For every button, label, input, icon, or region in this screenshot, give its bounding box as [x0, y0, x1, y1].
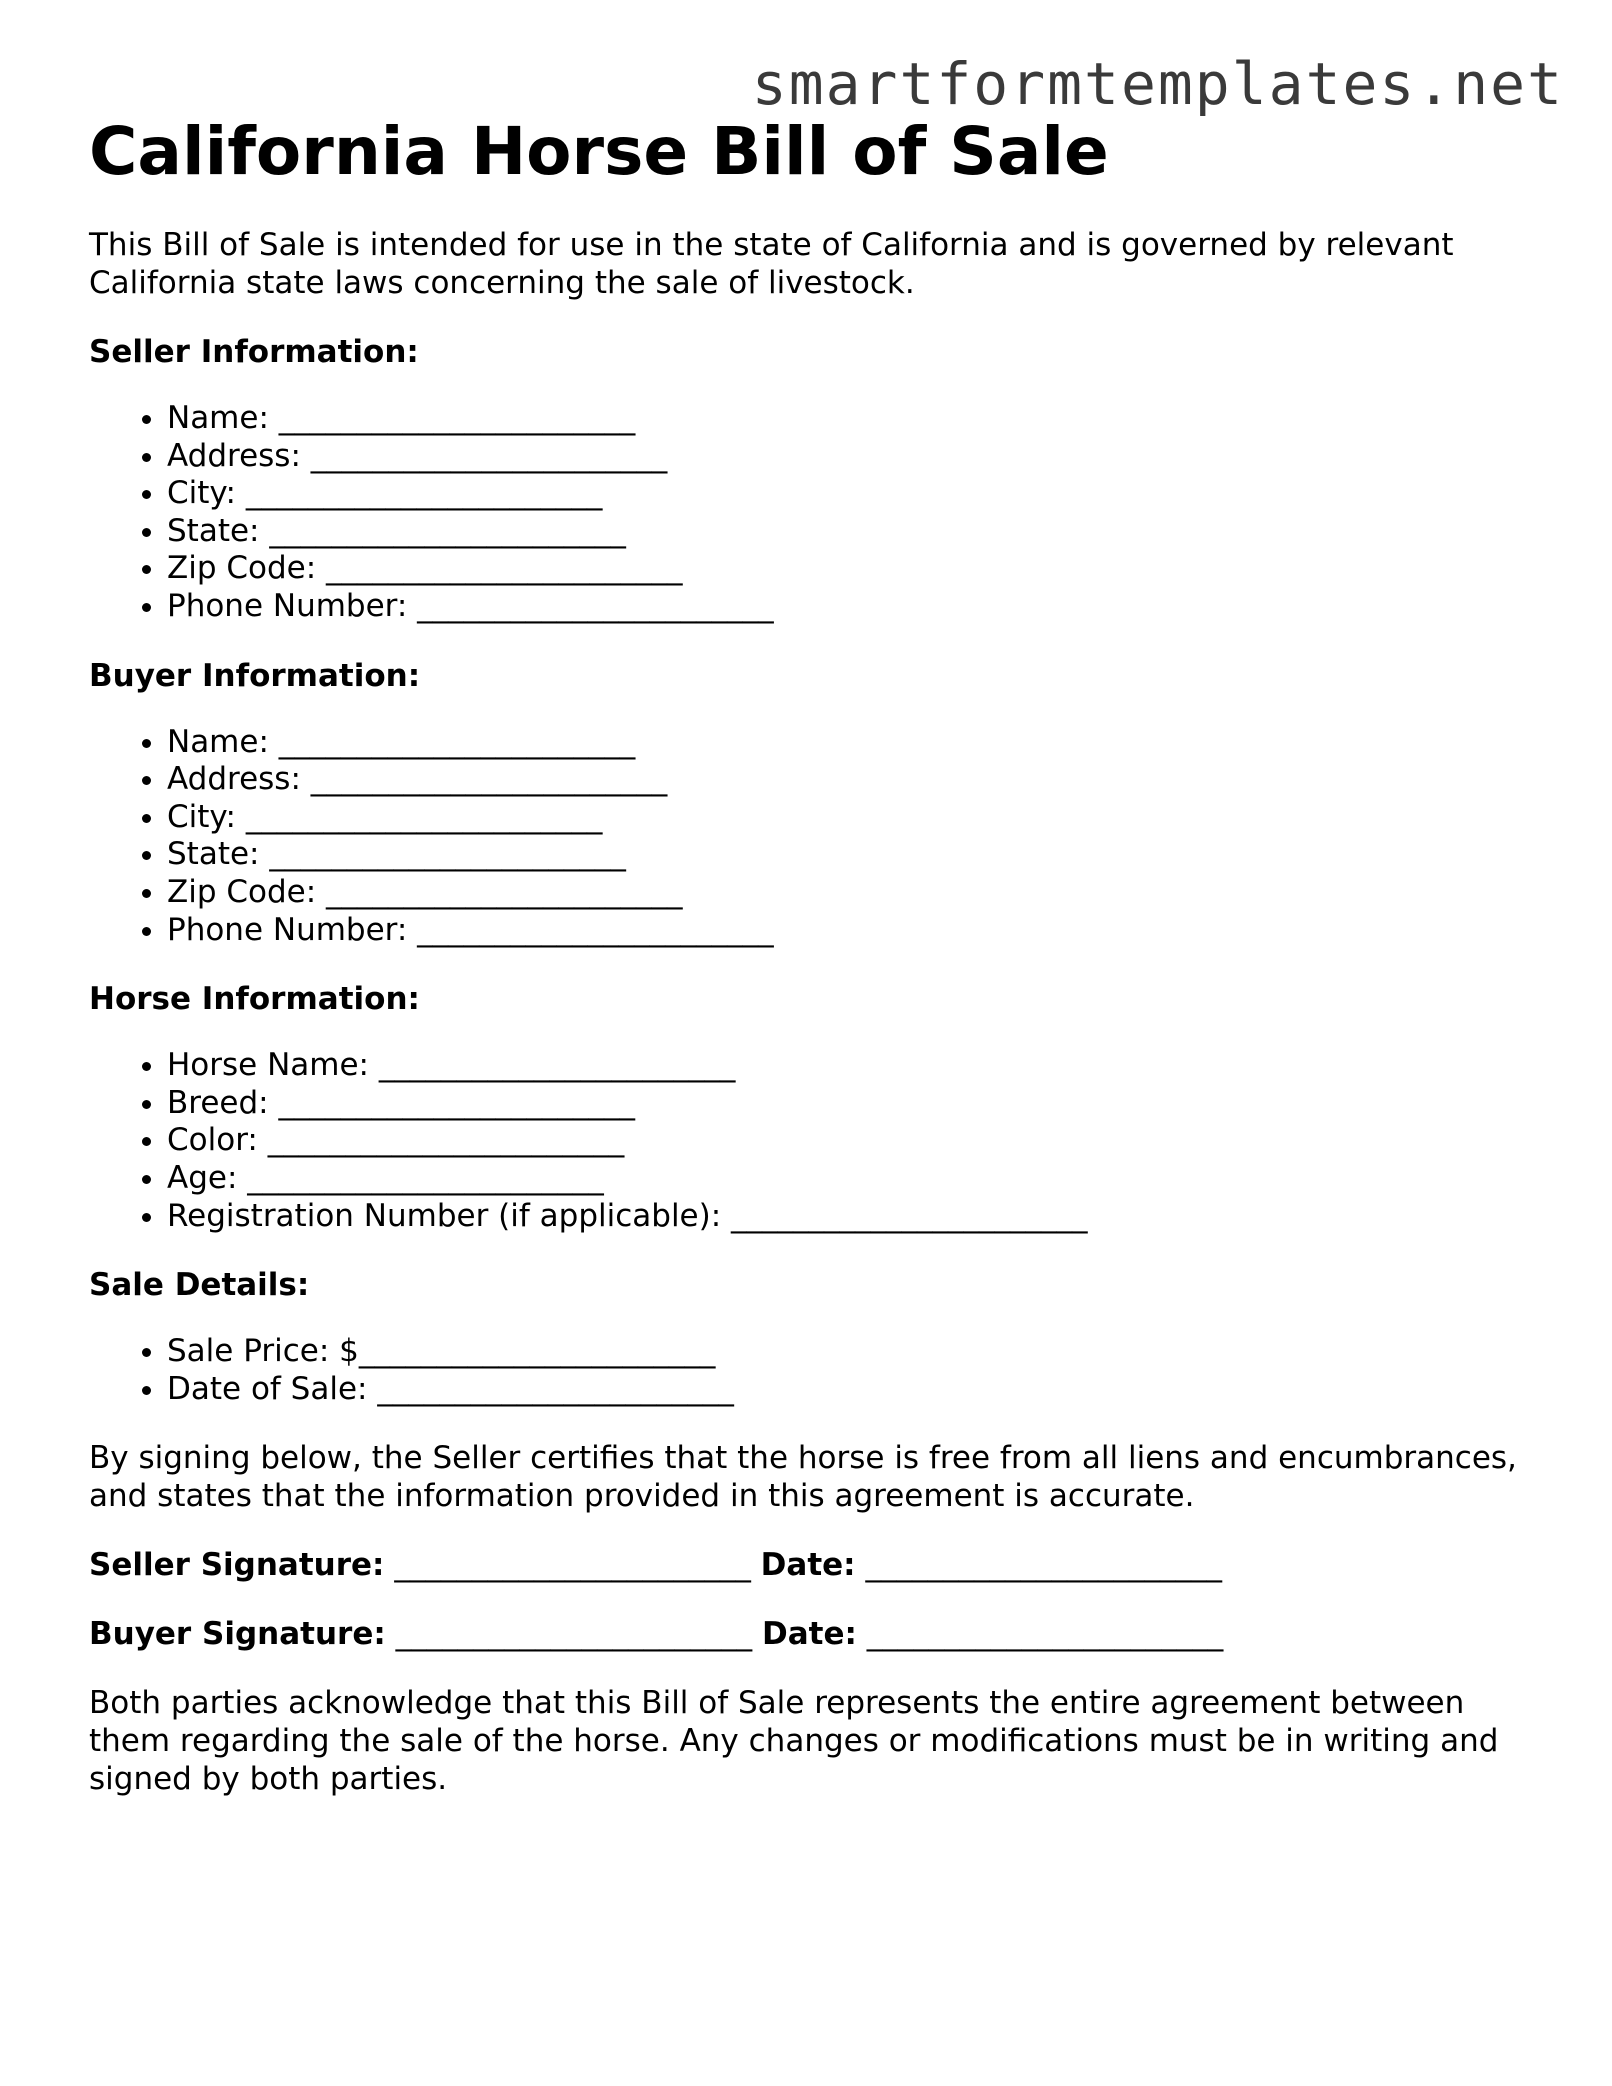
document-page — [89, 112, 1529, 1798]
fill-blank[interactable]: _______________________ — [326, 873, 683, 910]
seller-date-blank[interactable]: _______________________ — [865, 1547, 1222, 1584]
buyer-phone-field[interactable]: • Phone Number: _______________________ — [167, 912, 1529, 950]
fill-blank[interactable]: _______________________ — [310, 761, 668, 798]
seller-signature-blank[interactable]: _______________________ — [394, 1547, 751, 1584]
buyer-date-blank[interactable]: _______________________ — [866, 1616, 1224, 1653]
fill-blank[interactable]: _______________________ — [326, 550, 683, 587]
seller-signature-line — [89, 1546, 1529, 1584]
horse-fields-list — [89, 1047, 1529, 1235]
buyer-state-field[interactable]: • State: _______________________ — [167, 836, 1529, 874]
certification-paragraph: By signing below, the Seller certifies that the horse is free from all liens and encumbrances, and states that the information provided in this agreement is accurate. — [89, 1440, 1517, 1515]
fill-blank[interactable]: _______________________ — [358, 1333, 716, 1370]
fill-blank[interactable]: _______________________ — [417, 911, 774, 948]
fill-blank[interactable]: _______________________ — [247, 1159, 604, 1196]
horse-registration-field[interactable]: • Registration Number (if applicable): _______________________ — [167, 1198, 1529, 1236]
fill-blank[interactable]: _______________________ — [269, 836, 626, 873]
fill-blank[interactable]: _______________________ — [377, 1370, 734, 1407]
horse-breed-field[interactable]: • Breed: _______________________ — [167, 1085, 1529, 1123]
seller-state-field[interactable]: • State: _______________________ — [167, 513, 1529, 551]
sale-price-field[interactable]: • Sale Price: $_______________________ — [167, 1333, 1529, 1371]
buyer-city-field[interactable]: • City: _______________________ — [167, 799, 1529, 837]
buyer-name-field[interactable]: • Name: _______________________ — [167, 724, 1529, 762]
buyer-zip-field[interactable]: • Zip Code: _______________________ — [167, 874, 1529, 912]
horse-age-field[interactable]: • Age: _______________________ — [167, 1160, 1529, 1198]
fill-blank[interactable]: _______________________ — [417, 587, 774, 624]
sale-date-field[interactable]: • Date of Sale: _______________________ — [167, 1371, 1529, 1409]
fill-blank[interactable]: _______________________ — [731, 1197, 1088, 1234]
fill-blank[interactable]: _______________________ — [269, 512, 626, 549]
sale-fields-list — [89, 1333, 1529, 1408]
seller-name-field[interactable]: • Name: _______________________ — [167, 400, 1529, 438]
buyer-signature-label: Buyer Signature: — [89, 1616, 386, 1653]
fill-blank[interactable]: _______________________ — [245, 798, 603, 835]
buyer-fields-list — [89, 724, 1529, 950]
buyer-signature-line — [89, 1615, 1529, 1653]
page-title: California Horse Bill of Sale — [89, 113, 1109, 190]
buyer-signature-blank[interactable]: _______________________ — [395, 1616, 753, 1653]
fill-blank[interactable]: _______________________ — [278, 1084, 635, 1121]
seller-zip-field[interactable]: • Zip Code: _______________________ — [167, 550, 1529, 588]
buyer-address-field[interactable]: • Address: _______________________ — [167, 761, 1529, 799]
horse-heading: Horse Information: — [89, 981, 420, 1018]
horse-name-field[interactable]: • Horse Name: _______________________ — [167, 1047, 1529, 1085]
buyer-date-label: Date: — [761, 1616, 857, 1653]
seller-city-field[interactable]: • City: _______________________ — [167, 475, 1529, 513]
seller-heading: Seller Information: — [89, 334, 419, 370]
intro-paragraph: This Bill of Sale is intended for use in the state of California and is governed by relevant California state laws concerning the sale of livestock. — [89, 227, 1454, 301]
buyer-heading: Buyer Information: — [89, 657, 421, 694]
fill-blank[interactable]: _______________________ — [310, 437, 668, 474]
fill-blank[interactable]: _______________________ — [245, 475, 603, 512]
seller-signature-label: Seller Signature: — [89, 1547, 385, 1584]
sale-heading: Sale Details: — [89, 1267, 310, 1304]
fill-blank[interactable]: _______________________ — [267, 1122, 625, 1159]
seller-fields-list — [89, 400, 1529, 626]
fill-blank[interactable]: _______________________ — [278, 400, 636, 436]
fill-blank[interactable]: _______________________ — [278, 723, 636, 760]
seller-phone-field[interactable]: • Phone Number: _______________________ — [167, 588, 1529, 626]
fill-blank[interactable]: _______________________ — [378, 1047, 736, 1084]
closing-paragraph: Both parties acknowledge that this Bill of Sale represents the entire agreement between them regarding the sale of the horse. Any changes or modifications must be in writing and signed by both parties. — [89, 1685, 1499, 1798]
seller-date-label: Date: — [760, 1547, 856, 1584]
watermark: smartformtemplates.net — [751, 50, 1564, 118]
horse-color-field[interactable]: • Color: _______________________ — [167, 1122, 1529, 1160]
seller-address-field[interactable]: • Address: _______________________ — [167, 438, 1529, 476]
